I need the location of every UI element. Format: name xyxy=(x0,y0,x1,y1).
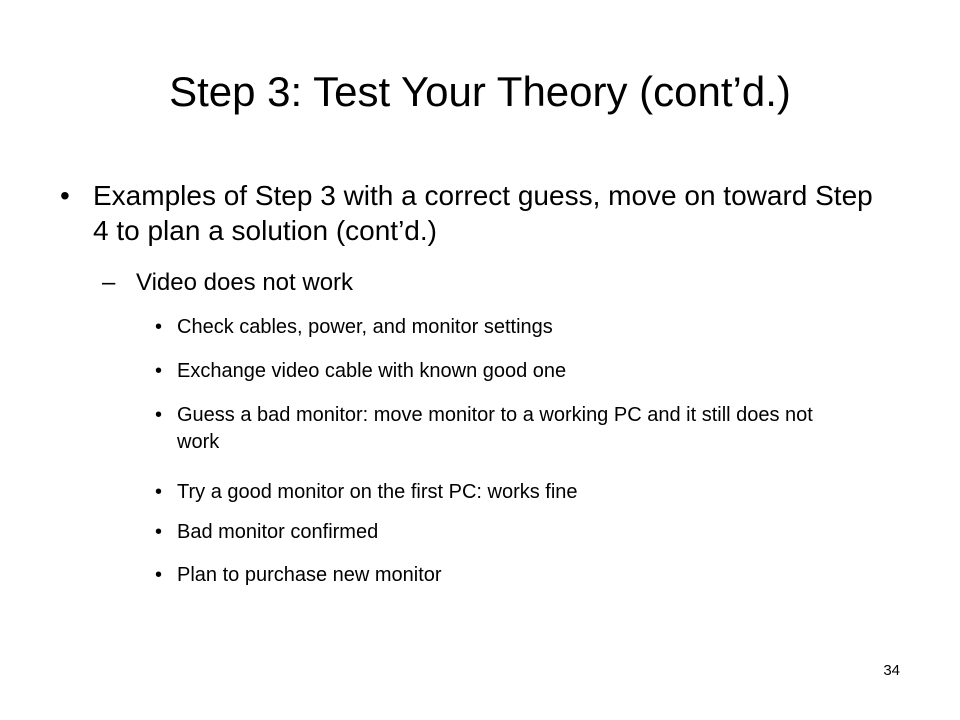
list-item-text: Try a good monitor on the first PC: works fine xyxy=(177,481,578,503)
bullet-level-3 xyxy=(155,314,875,341)
list-item-text: Exchange video cable with known good one xyxy=(177,360,567,382)
slide-title: Step 3: Test Your Theory (cont’d.) xyxy=(169,68,791,115)
bullet-marker: • xyxy=(155,360,163,382)
list-item-text: Plan to purchase new monitor xyxy=(177,564,442,586)
bullet-marker: • xyxy=(155,521,163,543)
list-item-text: Guess a bad monitor: move monitor to a working PC and it still does not work xyxy=(177,404,813,453)
bullet-marker: • xyxy=(155,404,163,426)
dash-marker: – xyxy=(102,269,116,296)
bullet-level-3 xyxy=(155,562,875,589)
bullet-marker: • xyxy=(155,316,163,338)
list-item-text: Bad monitor confirmed xyxy=(177,521,379,543)
bullet-marker: • xyxy=(60,180,70,211)
bullet-level-2 xyxy=(102,268,862,298)
sub-bullet-text: Video does not work xyxy=(136,269,354,296)
bullet-marker: • xyxy=(155,564,163,586)
bullet-level-3 xyxy=(155,519,875,546)
bullet-level-1 xyxy=(60,178,880,248)
bullet-text: Examples of Step 3 with a correct guess, move on toward Step 4 to plan a solution (cont’d.) xyxy=(93,180,873,246)
list-item-text: Check cables, power, and monitor settings xyxy=(177,316,553,338)
bullet-level-3 xyxy=(155,479,875,506)
page-number: 34 xyxy=(883,662,900,679)
bullet-marker: • xyxy=(155,481,163,503)
bullet-level-3 xyxy=(155,402,845,456)
bullet-level-3 xyxy=(155,358,875,385)
